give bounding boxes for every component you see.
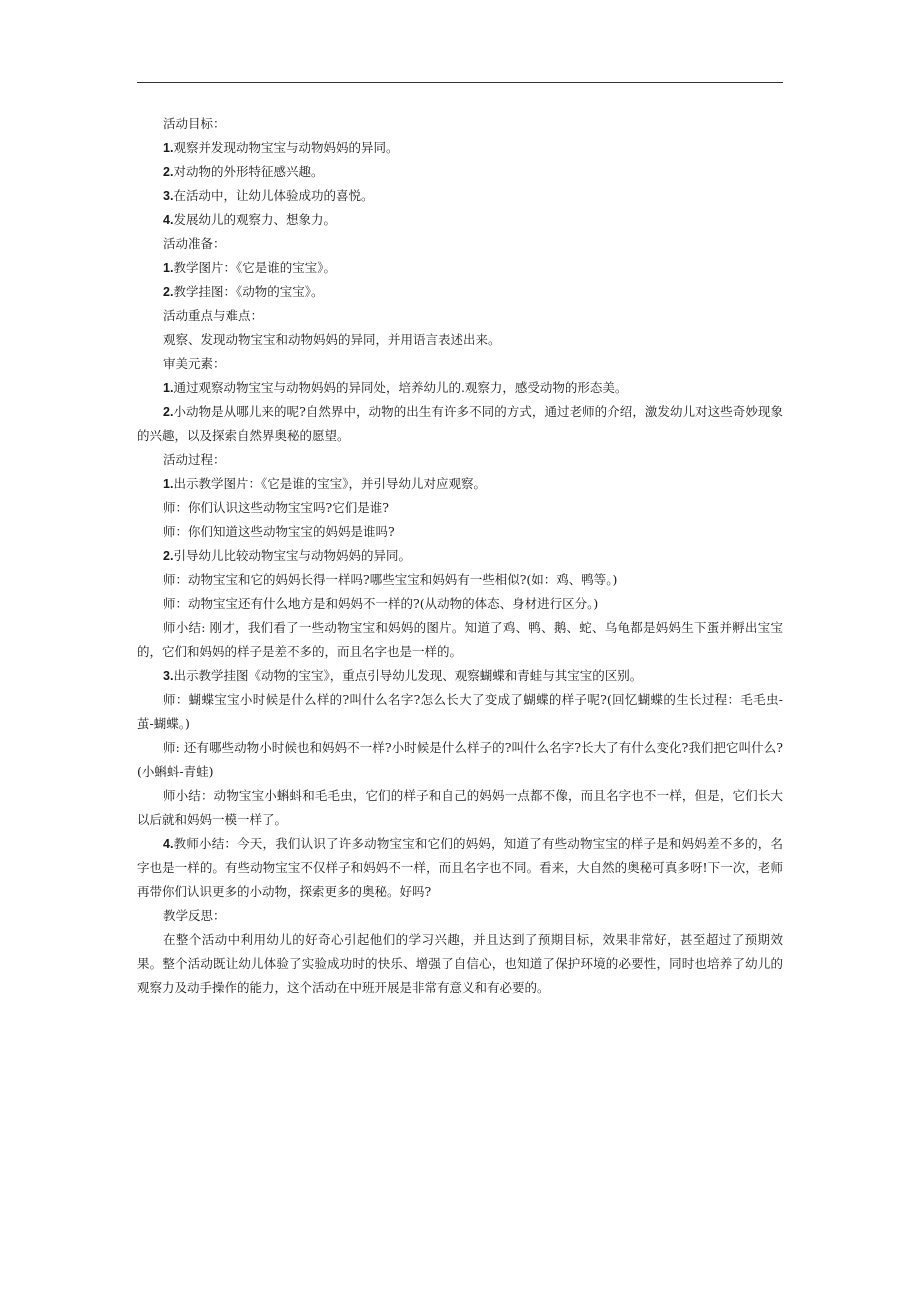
- process-step-summary: [137, 832, 783, 904]
- process-step: [137, 664, 783, 688]
- aesthetic-item: [137, 376, 783, 400]
- step-text: 出示教学挂图《动物的宝宝》，重点引导幼儿发现、观察蝴蝶和青蛙与其宝宝的区别。: [173, 668, 643, 683]
- step-text: 出示教学图片：《它是谁的宝宝》，并引导幼儿对应观察。: [173, 476, 486, 491]
- header-rule: [137, 82, 783, 83]
- prep-heading: 活动准备：: [163, 236, 226, 251]
- aesthetic-num: 1.: [163, 381, 174, 395]
- teacher-question: 师: 还有哪些动物小时候也和妈妈不一样?小时候是什么样子的?叫什么名字?长大了有什么变化?我们把它叫什么?(小蝌蚪-青蛙): [137, 740, 783, 779]
- goal-num: 3.: [163, 189, 174, 203]
- step-num: 2.: [163, 549, 174, 563]
- goal-num: 4.: [163, 213, 174, 227]
- aesthetic-item-wrapped: [137, 400, 783, 448]
- teacher-question: 师：蝴蝶宝宝小时候是什么样的?叫什么名字?怎么长大了变成了蝴蝶的样子呢?(回忆蝴蝶的生长过程：毛毛虫-茧-蝴蝶。): [137, 692, 783, 731]
- prep-num: 2.: [163, 285, 174, 299]
- teacher-question: 师：你们认识这些动物宝宝吗?它们是谁?: [163, 500, 389, 515]
- teacher-question: 师：动物宝宝还有什么地方是和妈妈不一样的?(从动物的体态、身材进行区分。): [163, 596, 599, 611]
- goal-text: 对动物的外形特征感兴趣。: [173, 164, 324, 179]
- goal-item: [137, 160, 783, 184]
- document-body: [137, 112, 783, 1000]
- prep-num: 1.: [163, 261, 174, 275]
- teacher-question: 师：动物宝宝和它的妈妈长得一样吗?哪些宝宝和妈妈有一些相似?(如：鸡、鸭等。): [163, 572, 618, 587]
- process-step: [137, 544, 783, 568]
- process-heading: 活动过程：: [163, 452, 226, 467]
- step-text: 教师小结：今天，我们认识了许多动物宝宝和它们的妈妈，知道了有些动物宝宝的样子是和妈妈差不多的，名字也是一样的。有些动物宝宝不仅样子和妈妈不一样，而且名字也不同。看来，大自然的奥秘可真多呀!下一次，老师再带你们认识更多的小动物，探索更多的奥秘。好吗?: [137, 836, 783, 899]
- teacher-summary: 师小结：动物宝宝小蝌蚪和毛毛虫，它们的样子和自己的妈妈一点都不像，而且名字也不一样，但是，它们长大以后就和妈妈一模一样了。: [137, 788, 783, 827]
- goal-item: [137, 136, 783, 160]
- step-num: 3.: [163, 669, 174, 683]
- goals-heading: 活动目标：: [163, 116, 226, 131]
- aesthetic-heading: 审美元素：: [163, 356, 226, 371]
- reflect-text: 在整个活动中利用幼儿的好奇心引起他们的学习兴趣，并且达到了预期目标，效果非常好，甚至超过了预期效果。整个活动既让幼儿体验了实验成功时的快乐、增强了自信心，也知道了保护环境的必要性，同时也培养了幼儿的观察力及动手操作的能力，这个活动在中班开展是非常有意义和有必要的。: [137, 932, 783, 995]
- prep-text: 教学图片：《它是谁的宝宝》。: [173, 260, 336, 275]
- step-num: 1.: [163, 477, 174, 491]
- goal-num: 2.: [163, 165, 174, 179]
- aesthetic-text: 小动物是从哪儿来的呢?自然界中，动物的出生有许多不同的方式，通过老师的介绍，激发幼儿对这些奇妙现象的兴趣，以及探索自然界奥秘的愿望。: [137, 404, 783, 443]
- key-heading: 活动重点与难点：: [163, 308, 264, 323]
- goal-text: 发展幼儿的观察力、想象力。: [173, 212, 336, 227]
- step-text: 引导幼儿比较动物宝宝与动物妈妈的异同。: [173, 548, 411, 563]
- teacher-question: 师：你们知道这些动物宝宝的妈妈是谁吗?: [163, 524, 395, 539]
- key-text: 观察、发现动物宝宝和动物妈妈的异同，并用语言表述出来。: [163, 332, 501, 347]
- aesthetic-text: 通过观察动物宝宝与动物妈妈的异同处，培养幼儿的.观察力，感受动物的形态美。: [173, 380, 628, 395]
- teacher-summary: 师小结: 刚才，我们看了一些动物宝宝和妈妈的图片。知道了鸡、鸭、鹅、蛇、乌龟都是妈妈生下蛋并孵出宝宝的，它们和妈妈的样子是差不多的，而且名字也是一样的。: [137, 620, 783, 659]
- goal-item: [137, 208, 783, 232]
- goal-item: [137, 184, 783, 208]
- prep-item: [137, 280, 783, 304]
- step-num: 4.: [163, 837, 174, 851]
- goal-text: 观察并发现动物宝宝与动物妈妈的异同。: [173, 140, 399, 155]
- process-step: [137, 472, 783, 496]
- aesthetic-num: 2.: [163, 405, 174, 419]
- prep-item: [137, 256, 783, 280]
- goal-text: 在活动中，让幼儿体验成功的喜悦。: [173, 188, 374, 203]
- goal-num: 1.: [163, 141, 174, 155]
- prep-text: 教学挂图：《动物的宝宝》。: [173, 284, 324, 299]
- reflect-heading: 教学反思：: [163, 908, 226, 923]
